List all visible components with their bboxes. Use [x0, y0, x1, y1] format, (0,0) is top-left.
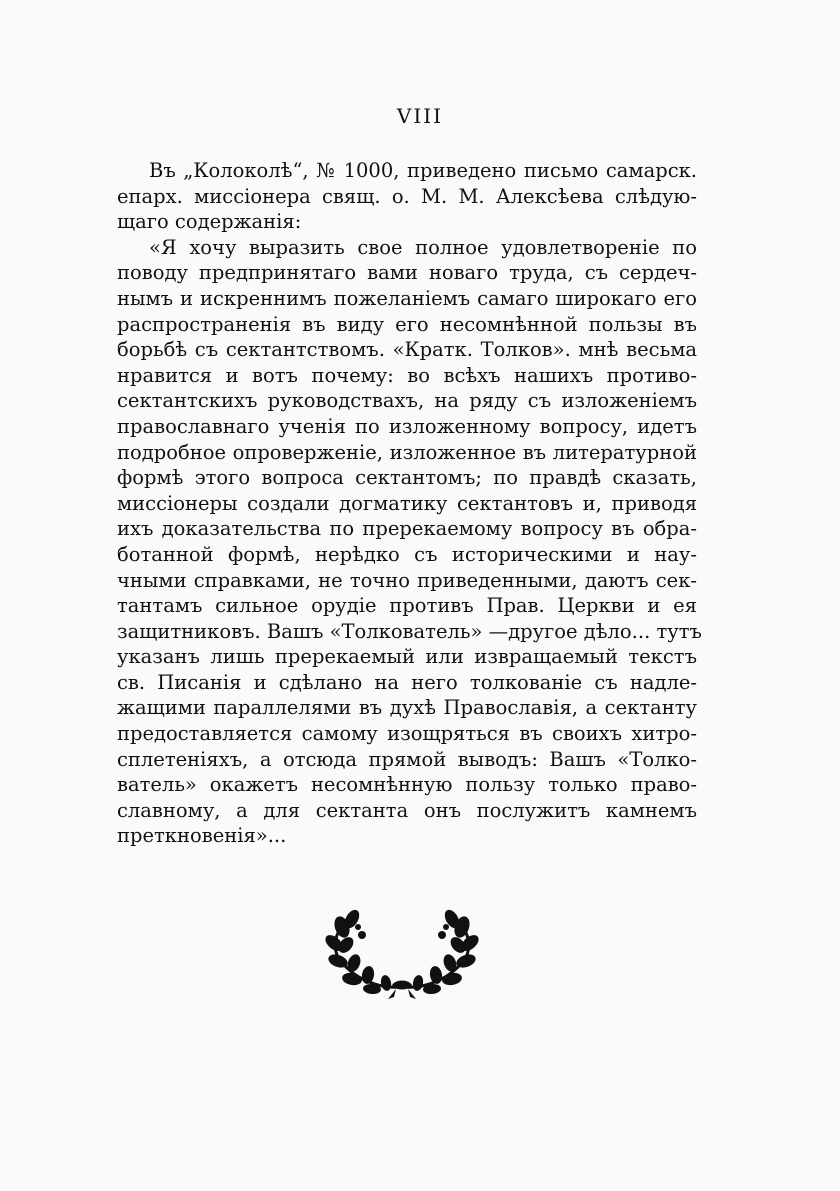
- text-line: поводу предпринятаго вами новаго труда, съ сердеч-: [117, 261, 697, 285]
- text-line: сплетеніяхъ, а отсюда прямой выводъ: Вашъ «Толко-: [117, 747, 697, 771]
- text-line: щаго содержанія:: [117, 210, 302, 234]
- text-line: формѣ этого вопроса сектантомъ; по правдѣ сказать,: [117, 466, 697, 490]
- page-number: VIII: [396, 104, 444, 128]
- text-line: указанъ лишь пререкаемый или извращаемый текстъ: [117, 645, 697, 669]
- text-line: нымъ и искреннимъ пожеланіемъ самаго широкаго его: [117, 286, 697, 310]
- text-line: жащими параллелями въ духѣ Православія, а сектанту: [117, 696, 697, 720]
- text-line: Въ „Колоколѣ“, № 1000, приведено письмо самарск.: [149, 159, 697, 182]
- text-line: епарх. миссіонера свящ. о. М. М. Алексѣева слѣдую-: [117, 184, 697, 208]
- text-line: тантамъ сильное орудіе противъ Прав. Церкви и ея: [117, 594, 697, 618]
- text-line: ватель» окажетъ несомнѣнную пользу только право-: [117, 773, 697, 797]
- text-line: св. Писанія и сдѣлано на него толкованіе съ надле-: [117, 670, 697, 694]
- text-line: православнаго ученія по изложенному вопросу, идетъ: [117, 414, 697, 438]
- body-text: [117, 158, 702, 849]
- text-line: славному, а для сектанта онъ послужитъ камнемъ: [117, 798, 697, 822]
- text-line: защитниковъ. Вашъ «Толкователь» —другое дѣло... тутъ: [117, 619, 702, 643]
- text-line: распространенія въ виду его несомнѣнной пользы въ: [117, 312, 697, 336]
- text-line: борьбѣ съ сектантствомъ. «Кратк. Толков». мнѣ весьма: [117, 338, 697, 362]
- text-line: предоставляется самому изощряться въ своихъ хитро-: [117, 722, 697, 746]
- text-line: подробное опроверженіе, изложенное въ литературной: [117, 440, 697, 464]
- text-line: «Я хочу выразить свое полное удовлетвореніе по: [149, 235, 697, 259]
- text-line: чными справками, не точно приведенными, даютъ сек-: [117, 568, 697, 592]
- laurel-wreath-ornament: [322, 905, 482, 1001]
- text-line: преткновенія»...: [117, 824, 287, 848]
- text-line: миссіонеры создали догматику сектантовъ и, приводя: [117, 491, 697, 515]
- text-line: ботанной формѣ, нерѣдко съ историческими и нау-: [117, 542, 697, 566]
- text-line: сектантскихъ руководствахъ, на ряду съ изложеніемъ: [117, 389, 697, 413]
- text-line: нравится и вотъ почему: во всѣхъ нашихъ противо-: [117, 363, 697, 387]
- text-line: ихъ доказательства по пререкаемому вопросу въ обра-: [117, 517, 697, 541]
